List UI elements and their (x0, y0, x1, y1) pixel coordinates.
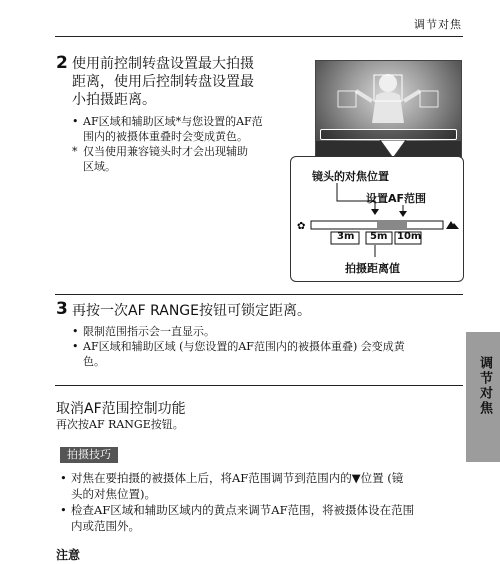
step-2-text-line: 小拍摄距离。 (72, 92, 156, 108)
af-range-diagram (290, 156, 464, 282)
tip-line: 头的对焦位置)。 (71, 487, 156, 501)
step-2-notes (72, 114, 282, 174)
label-af-range: 设置AF范围 (366, 192, 427, 205)
step-2-text-line: 距离，使用后控制转盘设置最 (72, 74, 254, 90)
note-line: 区域。 (83, 160, 116, 173)
tip-line: • 对焦在要拍摄的被摄体上后，将AF范围调节到范围内的▼位置 (镜 (71, 471, 404, 485)
step-2-text (72, 55, 302, 109)
scale-tick-label: 10m (397, 231, 422, 242)
note-line: 围内的被摄体重叠时会变成黄色。 (83, 130, 248, 143)
chapter-tab (466, 332, 500, 462)
note-line: * 仅当使用兼容镜头时才会出现辅助 (83, 145, 248, 158)
section-rule (55, 294, 463, 295)
section-rule (55, 385, 463, 386)
tip-line: • 检查AF区域和辅助区域内的黄点来调节AF范围，将被摄体设在范围 (71, 503, 415, 517)
step-3-note (72, 324, 457, 339)
tips-badge: 拍摄技巧 (60, 447, 118, 463)
note-line: • AF区域和辅助区域 (与您设置的AF范围内的被摄体重叠) 会变成黄 (83, 340, 405, 353)
step-3-text: 再按一次AF RANGE按钮可锁定距离。 (72, 303, 311, 319)
tips-list (60, 470, 460, 534)
step-3-note (72, 339, 457, 369)
tip-item (60, 470, 460, 502)
note-line: • AF区域和辅助区域*与您设置的AF范 (83, 115, 263, 128)
note-line: 色。 (83, 355, 105, 368)
running-head: 调节对焦 (414, 18, 462, 31)
label-focus-position: 镜头的对焦位置 (312, 170, 389, 183)
note-heading: 注意 (56, 548, 81, 562)
svg-text:✿: ✿ (297, 221, 306, 232)
af-range-bar-preview (320, 129, 457, 140)
label-distance-value: 拍摄距离值 (345, 262, 400, 275)
scale-tick-label: 5m (370, 231, 388, 242)
tip-item (60, 502, 460, 534)
step-2-note (72, 144, 282, 174)
step-2-note (72, 114, 282, 144)
chapter-tab-label: 调节对焦 (477, 356, 492, 416)
cancel-body: 再次按AF RANGE按钮。 (56, 418, 184, 431)
note-line: • 限制范围指示会一直显示。 (83, 325, 215, 338)
step-3-notes (72, 324, 457, 369)
step-2-number: 2 (56, 53, 68, 73)
scale-tick-label: 3m (337, 231, 355, 242)
cancel-heading: 取消AF范围控制功能 (56, 401, 186, 417)
step-3-number: 3 (56, 299, 68, 319)
header-rule (55, 36, 463, 37)
tip-line: 内或范围外。 (71, 519, 140, 533)
step-2-text-line: 使用前控制转盘设置最大拍摄 (72, 56, 254, 72)
